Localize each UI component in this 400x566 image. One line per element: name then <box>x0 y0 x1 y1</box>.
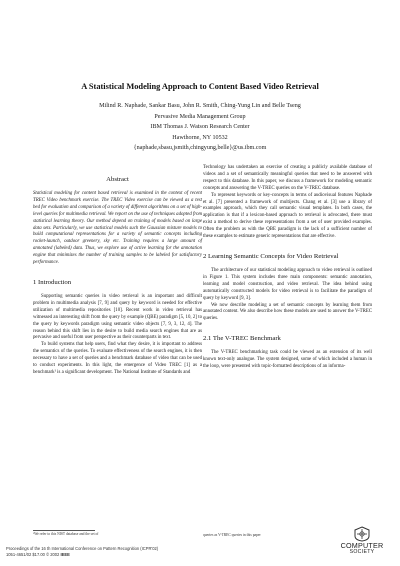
footnote-rule <box>33 530 95 531</box>
footnote-left: ¹We refer to this NIST database and the set of <box>33 532 99 536</box>
section-heading-vtrec: 2.1 The V-TREC Benchmark <box>203 335 281 343</box>
footer-price: 1051-4651/02 $17.00 © 2002 <box>6 551 60 557</box>
left-column <box>33 176 202 377</box>
author-emails: {naphade,sbasu,jsmith,chingyung,belle}@us.ibm.com <box>133 144 267 151</box>
footer-ieee: IEEE <box>60 551 70 557</box>
abstract-text: Statistical modeling for content based retrieval is examined in the context of recent TREC Video benchmark exercise. The TREC Video exercise can be viewed as a test bed for evaluation and comparison of a variety of different algorithms on a set of high-level queries for multimedia retrieval. We report on the use of techniques adopted from statistical learning theory. Our method depend on training of models based on large data sets. Particularly, we use statistical models such the Gaussian mixture models to build computational representations for a variety of semantic concepts including rocket-launch, outdoor greenery, sky etc. Training requires a large amount of annotated (labeled) data. Thus, we explore use of active learning for the annotation engine that minimizes the number of training samples to be labeled for satisfactory performance. <box>33 191 202 266</box>
footer-line-1: Proceedings of the 16 th International Conference on Pattern Recognition (ICPR'02) <box>6 546 159 551</box>
abstract-heading: Abstract <box>106 176 129 183</box>
section-heading-learning: 2 Learning Semantic Concepts for Video Retrieval <box>203 252 339 260</box>
section2-paragraph-1: The architecture of our statistical modeling approach to video retrieval is outlined in Figure 1. This system includes three main components: semantic annotation, learning and model construction, and video retrieval. The idea behind using automatically constructed models for video retrieval is to facilitate the paradigm of query by keyword [9, 3]. <box>203 267 372 301</box>
computer-society-logo <box>336 526 388 555</box>
right-paragraph-1: Technology has undertaken an exercise of creating a publicly available database of videos and a set of semantically meaningful queries that need to be answered with respect to this database. In this paper, we discuss a framework for modeling semantic concepts and answering the V-TREC queries on the V-TREC database. <box>203 165 372 191</box>
footer-line-2 <box>6 552 158 558</box>
paper-title: A Statistical Modeling Approach to Content Based Video Retrieval <box>81 82 319 91</box>
intro-paragraph-1: Supporting semantic queries in video retrieval is an important and difficult problem in multimedia analysis [7, 9] and query by keyword is needed for effective utilization of multimedia repositories [10]. Recent work in video retrieval has witnessed an interesting shift from the query by example (QBE) paradigm [5, 10, 2] to the query by keywords paradigm using semantic video objects [7, 9, 3, 12, 4]. The reason behind this shift lies in the desire to build media search engines that are as pervasive and useful from user perspective as their counterparts in text. <box>33 293 202 341</box>
section21-paragraph-1: The V-TREC benchmarking task could be viewed as an extension of its well known text-only analogue. The system designed, some of which included a human in the loop, were presented with topic-formatted descriptions of an informa- <box>203 350 372 370</box>
author-block <box>0 101 400 153</box>
intro-paragraph-2: To build systems that help users, find what they desire, it is important to address the semantics of the queries. To evaluate effectiveness of the search engines, it is then necessary to have a set of queries and a benchmark database of video that can be used to conduct experiments. In this light, the emergence of Video TREC [1] as a benchmark¹ is a significant development. The National Institute of Standards and <box>33 342 202 375</box>
right-column <box>203 165 372 371</box>
section2-paragraph-2: We now describe modeling a set of semantic concepts by learning them from annotated content. We also describe how these models are used to answer the V-TREC queries. <box>203 302 372 322</box>
author-city: Hawthorne, NY 10532 <box>172 134 228 141</box>
section-heading-introduction: 1 Introduction <box>33 278 72 286</box>
logo-line-1: COMPUTER <box>340 541 384 550</box>
author-center: IBM Thomas J. Watson Research Center <box>150 124 250 131</box>
logo-line-2: SOCIETY <box>349 549 375 555</box>
author-names: Milind R. Naphade, Sankar Basu, John R. Smith, Ching-Yung Lin and Belle Tseng <box>99 103 301 109</box>
society-emblem-icon <box>352 526 372 542</box>
author-group: Pervasive Media Management Group <box>154 114 246 121</box>
footnote-right: queries as V-TREC queries in this paper <box>203 533 261 537</box>
proceedings-footer <box>6 546 158 558</box>
right-paragraph-2: To represent keywords or key-concepts in terms of audiovisual features Naphade et al. [7] presented a framework of multijects. Chang et al. [3] use a library of examples approach, which they call semantic visual templates. In both cases, the application is that if a lexicon-based approach to retrieval is advocated, there must exist a method to derive these representations from a set of user provided examples. Often the problem as with the QBE paradigm is the lack of a sufficient number of these examples to estimate generic representations that are effective. <box>203 192 372 240</box>
